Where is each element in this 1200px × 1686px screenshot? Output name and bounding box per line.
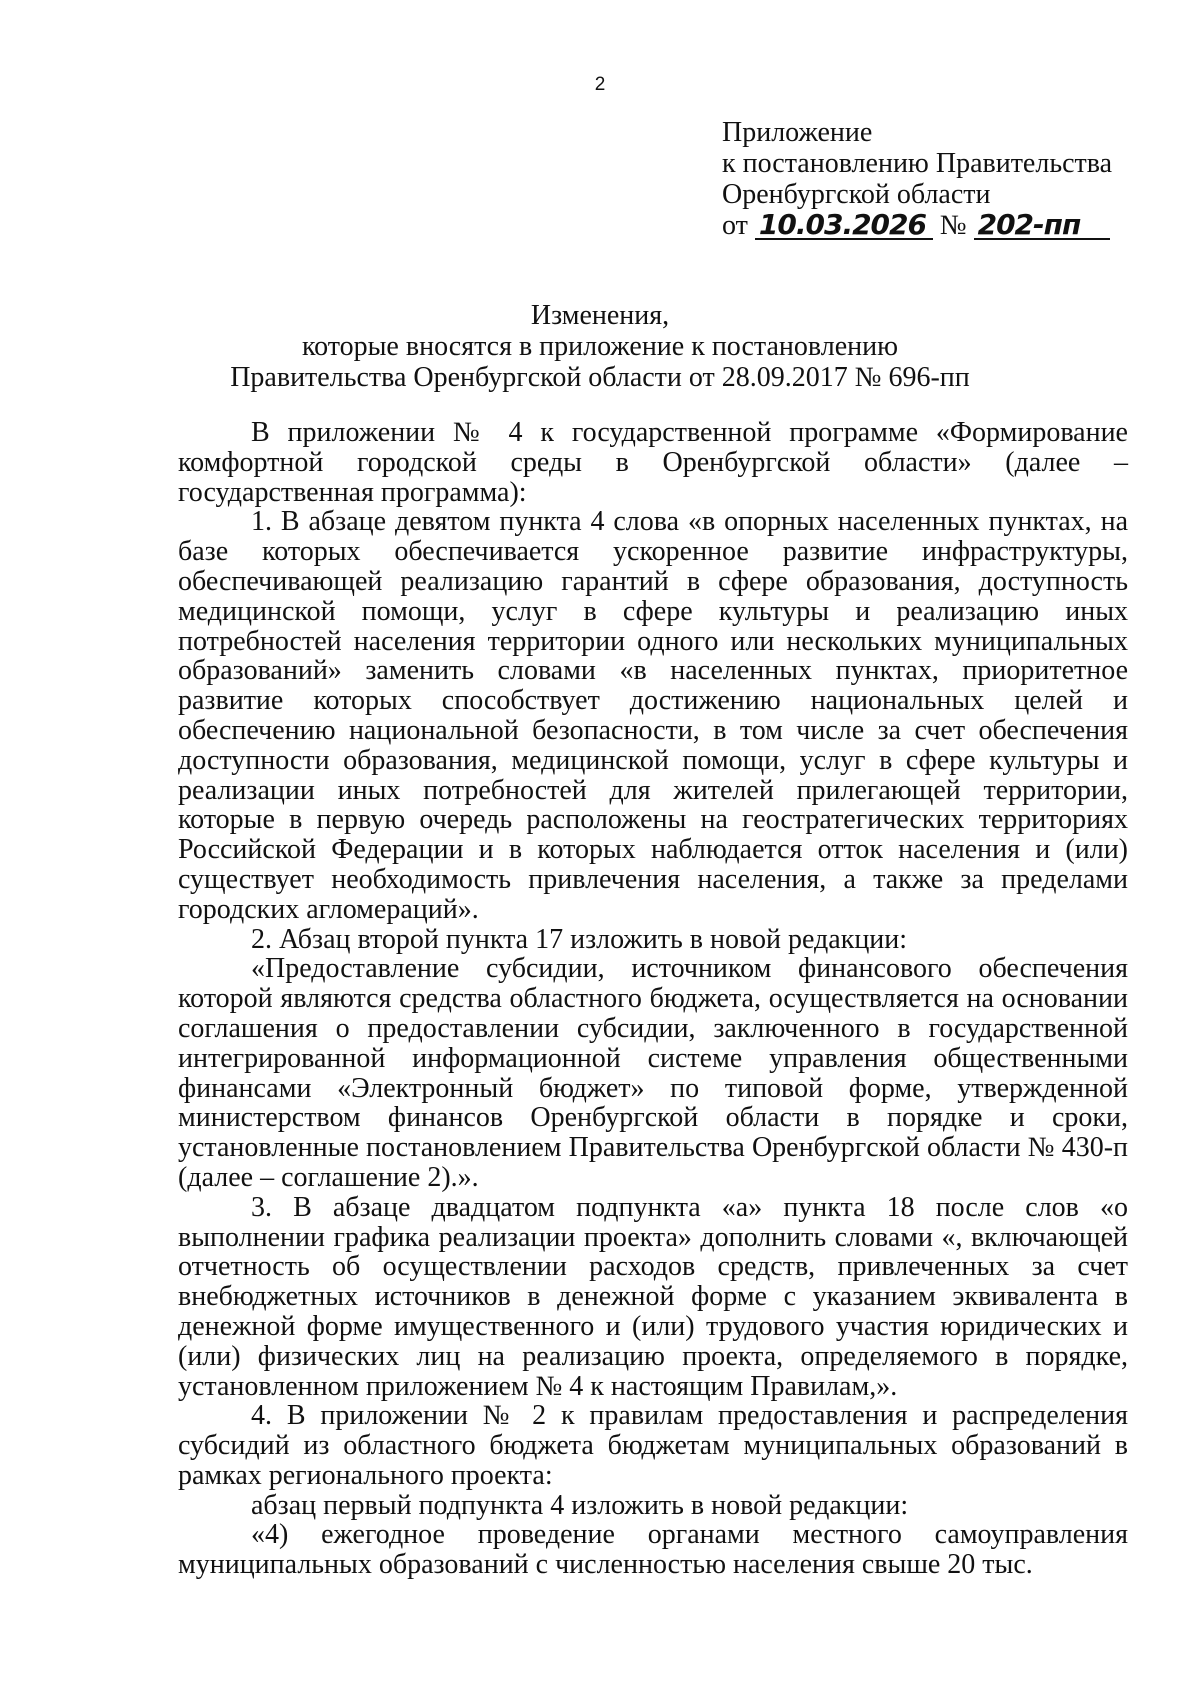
paragraph-item-4-sub: абзац первый подпункта 4 изложить в новой редакции: <box>251 1489 909 1521</box>
paragraph-item-3: 3. В абзаце двадцатом подпункта «а» пункта 18 после слов «о выполнении графика реализации проекта» дополнить словами «, включающей отчетность об осуществлении расходов средств, привлеченных за счет внебюджетных источников в денежной форме с указанием эквивалента в денежной форме имущественного и (или) трудового участия юридических и (или) физических лиц на реализацию проекта, определяемого в порядке, установленном приложением № 4 к настоящим Правилам,». <box>178 1191 1128 1402</box>
title-line-2: которые вносятся в приложение к постановлению <box>301 331 899 362</box>
approval-date-number-line <box>722 210 1112 241</box>
number-prefix: № <box>939 210 967 241</box>
title-line-1: Изменения, <box>530 300 670 331</box>
paragraph-item-2-quote: «Предоставление субсидии, источником финансового обеспечения которой являются средства областного бюджета, осуществляется на основании соглашения о предоставлении субсидии, заключенного в государственной интегрированной информационной системе управления общественными финансами «Электронный бюджет» по типовой форме, утвержденной министерством финансов Оренбургской области в порядке и сроки, установленные постановлением Правительства Оренбургской области № 430-п (далее – соглашение 2).». <box>178 953 1128 1193</box>
paragraph-item-4: 4. В приложении № 2 к правилам предоставления и распределения субсидий из областного бюджета бюджетам муниципальных образований в рамках регионального проекта: <box>178 1400 1128 1491</box>
title-line-3: Правительства Оренбургской области от 28.09.2017 № 696-пп <box>230 362 970 393</box>
paragraph-intro: В приложении № 4 к государственной программе «Формирование комфортной городской среды в Оренбургской области» (далее – государственная программа): <box>178 417 1128 508</box>
approval-line-3: Оренбургской области <box>722 179 991 210</box>
paragraph-item-2: 2. Абзац второй пункта 17 изложить в новой редакции: <box>251 923 908 955</box>
handwritten-number: 202-пп <box>974 212 1110 240</box>
paragraph-item-4-quote: «4) ежегодное проведение органами местного самоуправления муниципальных образований с численностью населения свыше 20 тыс. <box>178 1519 1128 1581</box>
page-number: 2 <box>594 74 606 95</box>
document-title <box>0 300 1200 393</box>
approval-line-1: Приложение <box>722 117 873 148</box>
approval-stamp-block <box>722 117 1112 241</box>
handwritten-date: 10.03.2026 <box>755 212 933 240</box>
approval-line-2: к постановлению Правительства <box>722 148 1113 179</box>
date-prefix: от <box>722 210 748 241</box>
document-body <box>178 418 1128 1580</box>
paragraph-item-1: 1. В абзаце девятом пункта 4 слова «в опорных населенных пунктах, на базе которых обеспечивается ускоренное развитие инфраструктуры, обеспечивающей реализацию гарантий в сфере образования, доступность медицинской помощи, услуг в сфере культуры и реализацию иных потребностей населения территории одного или нескольких муниципальных образований» заменить словами «в населенных пунктах, приоритетное развитие которых способствует достижению национальных целей и обеспечению национальной безопасности, в том числе за счет обеспечения доступности образования, медицинской помощи, услуг в сфере культуры и реализации иных потребностей для жителей прилегающей территории, которые в первую очередь расположены на геостратегических территориях Российской Федерации и в которых наблюдается отток населения и (или) существует необходимость привлечения населения, а также за пределами городских агломераций». <box>178 506 1128 925</box>
